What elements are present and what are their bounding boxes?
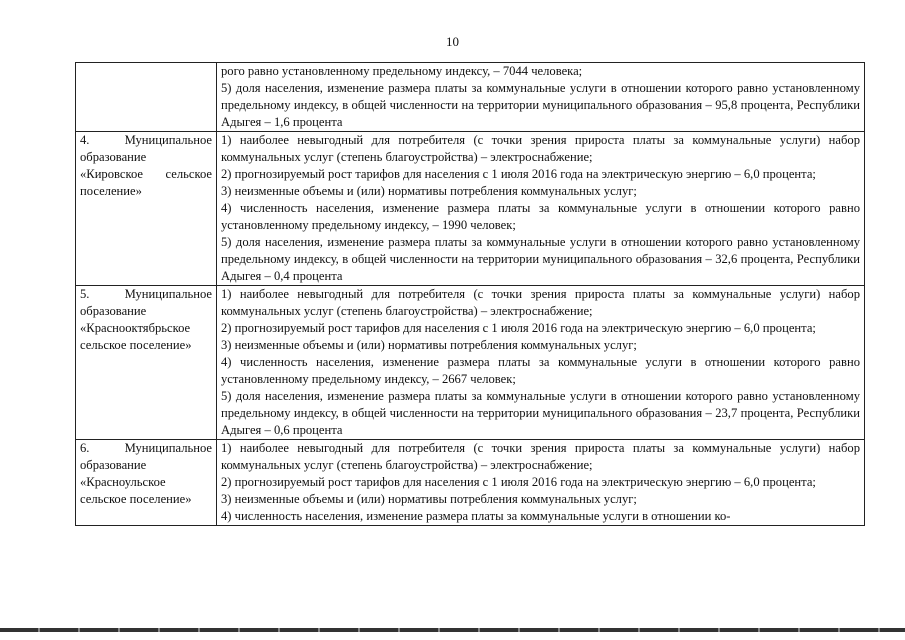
tariff-table xyxy=(75,62,865,526)
municipality-cell: 5. Муниципальное образование «Красноoктябрьское сельское поселение» xyxy=(76,286,217,440)
page-number: 10 xyxy=(446,34,459,49)
list-item: 1) наиболее невыгодный для потребителя (с точки зрения прироста платы за коммунальные услуги) набор коммунальных услуг (степень благоустройства) – электроснабжение; xyxy=(221,441,860,472)
list-item: 2) прогнозируемый рост тарифов для населения с 1 июля 2016 года на электрическую энергию – 6,0 процента; xyxy=(221,321,816,335)
list-item: 5) доля населения, изменение размера платы за коммунальные услуги в отношении которого равно установленному предельному индексу, в общей численности на территории муниципального образования – 95,8 процента, Республики Адыгея – 1,6 процента xyxy=(221,81,860,129)
list-item: 1) наиболее невыгодный для потребителя (с точки зрения прироста платы за коммунальные услуги) набор коммунальных услуг (степень благоустройства) – электроснабжение; xyxy=(221,287,860,318)
table-row xyxy=(76,132,865,286)
list-item: 5) доля населения, изменение размера платы за коммунальные услуги в отношении которого равно установленному предельному индексу, в общей численности на территории муниципального образования – 32,6 процента, Республики Адыгея – 0,4 процента xyxy=(221,235,860,283)
list-item: рого равно установленному предельному индексу, – 7044 человека; xyxy=(221,64,583,78)
list-item: 3) неизменные объемы и (или) нормативы потребления коммунальных услуг; xyxy=(221,492,637,506)
scan-edge-divider xyxy=(0,628,905,632)
table-row xyxy=(76,440,865,526)
table-row xyxy=(76,286,865,440)
details-cell xyxy=(217,286,865,440)
municipality-cell xyxy=(76,63,217,132)
municipality-cell: 6. Муниципальное образование «Красноульское сельское поселение» xyxy=(76,440,217,526)
details-cell xyxy=(217,440,865,526)
details-cell xyxy=(217,63,865,132)
table-row xyxy=(76,63,865,132)
details-cell xyxy=(217,132,865,286)
list-item: 4) численность населения, изменение размера платы за коммунальные услуги в отношении ко- xyxy=(221,509,731,523)
list-item: 4) численность населения, изменение размера платы за коммунальные услуги в отношении которого равно установленному предельному индексу, – 2667 человек; xyxy=(221,355,860,386)
list-item: 2) прогнозируемый рост тарифов для населения с 1 июля 2016 года на электрическую энергию – 6,0 процента; xyxy=(221,167,816,181)
list-item: 2) прогнозируемый рост тарифов для населения с 1 июля 2016 года на электрическую энергию – 6,0 процента; xyxy=(221,475,816,489)
list-item: 3) неизменные объемы и (или) нормативы потребления коммунальных услуг; xyxy=(221,338,637,352)
list-item: 1) наиболее невыгодный для потребителя (с точки зрения прироста платы за коммунальные услуги) набор коммунальных услуг (степень благоустройства) – электроснабжение; xyxy=(221,133,860,164)
list-item: 5) доля населения, изменение размера платы за коммунальные услуги в отношении которого равно установленному предельному индексу, в общей численности на территории муниципального образования – 23,7 процента, Республики Адыгея – 0,6 процента xyxy=(221,389,860,437)
list-item: 4) численность населения, изменение размера платы за коммунальные услуги в отношении которого равно установленному предельному индексу, – 1990 человек; xyxy=(221,201,860,232)
list-item: 3) неизменные объемы и (или) нормативы потребления коммунальных услуг; xyxy=(221,184,637,198)
municipality-cell: 4. Муниципальное образование «Кировское сельское поселение» xyxy=(76,132,217,286)
